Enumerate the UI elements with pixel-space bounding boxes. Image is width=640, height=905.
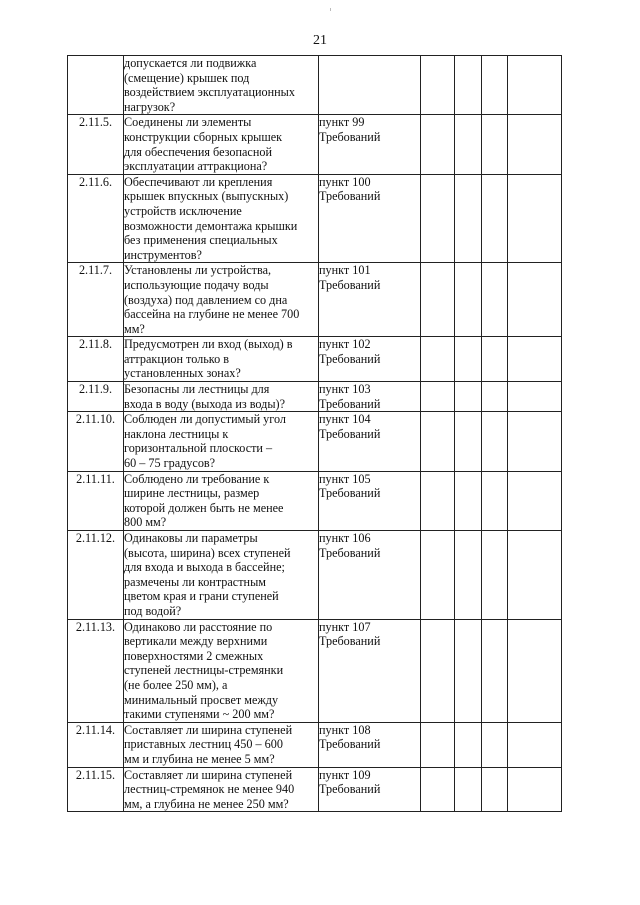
reference-line: Требований [319,277,381,292]
question-cell [124,767,319,812]
reference-line: Требований [319,129,381,144]
answer-cell [508,382,562,412]
requirement-reference [319,174,421,263]
answer-cell [455,337,482,382]
question-line: размечены ли контрастным [124,574,266,589]
checklist-body [68,56,562,812]
answer-cell [482,412,508,471]
answer-cell [421,337,455,382]
table-row [68,722,562,767]
answer-cell [482,382,508,412]
answer-cell [455,115,482,174]
answer-cell [482,115,508,174]
reference-line: пункт 101 [319,263,371,278]
question-line: Одинаковы ли параметры [124,531,258,545]
question-line: мм? [124,321,145,336]
question-line: Соблюдено ли требование к [124,471,270,486]
answer-cell [455,412,482,471]
question-cell [124,174,319,263]
question-line: для входа и выхода в бассейне; [124,560,285,575]
question-cell [124,337,319,382]
item-number: 2.11.5. [68,115,124,174]
item-number: 2.11.11. [68,471,124,530]
question-line: использующие подачу воды [124,277,269,292]
table-row [68,174,562,263]
answer-cell [482,263,508,337]
answer-cell [482,174,508,263]
question-line: (не более 250 мм), а [124,677,228,692]
answer-cell [508,337,562,382]
question-line: Составляет ли ширина ступеней [124,722,293,737]
answer-cell [508,263,562,337]
table-row [68,412,562,471]
requirement-reference [319,722,421,767]
checklist-table [67,55,562,812]
question-line: (высота, ширина) всех ступеней [124,545,291,560]
reference-line: Требований [319,634,381,649]
reference-line: Требований [319,486,381,501]
question-line: (смещение) крышек под [124,70,250,85]
answer-cell [455,56,482,115]
table-row [68,531,562,620]
question-line: Одинаково ли расстояние по [124,619,273,634]
table-row [68,263,562,337]
question-line: установленных зонах? [124,366,241,381]
question-cell [124,382,319,412]
question-line: воздействием эксплуатационных [124,85,295,100]
answer-cell [421,56,455,115]
question-cell [124,619,319,722]
item-number: 2.11.15. [68,767,124,812]
reference-line: пункт 107 [319,619,371,634]
answer-cell [508,174,562,263]
question-cell [124,115,319,174]
answer-cell [455,263,482,337]
answer-cell [455,722,482,767]
item-number [68,56,124,115]
requirement-reference [319,619,421,722]
reference-line: пункт 106 [319,531,371,545]
question-line: ширине лестницы, размер [124,486,260,501]
answer-cell [508,531,562,620]
question-line: аттракцион только в [124,351,229,366]
question-line: цветом края и грани ступеней [124,589,279,604]
reference-line: пункт 108 [319,722,371,737]
question-cell [124,531,319,620]
requirement-reference [319,382,421,412]
question-line: для обеспечения безопасной [124,144,272,159]
reference-line: пункт 109 [319,767,371,782]
item-number: 2.11.8. [68,337,124,382]
question-line: горизонтальной плоскости – [124,441,273,456]
item-number: 2.11.6. [68,174,124,263]
question-line: Установлены ли устройства, [124,263,272,278]
answer-cell [421,767,455,812]
answer-cell [508,115,562,174]
answer-cell [421,263,455,337]
item-number: 2.11.13. [68,619,124,722]
scan-mark [330,8,331,11]
question-line: которой должен быть не менее [124,500,284,515]
question-cell [124,471,319,530]
question-line: крышек впускных (выпускных) [124,189,289,204]
table-row [68,56,562,115]
question-line: Соблюден ли допустимый угол [124,412,286,427]
question-line: мм и глубина не менее 5 мм? [124,751,275,766]
answer-cell [421,619,455,722]
page-number: 21 [313,33,327,48]
requirement-reference [319,412,421,471]
answer-cell [455,531,482,620]
table-row [68,382,562,412]
reference-line: пункт 103 [319,382,371,397]
answer-cell [455,767,482,812]
question-line: лестниц-стремянок не менее 940 [124,782,295,797]
item-number: 2.11.10. [68,412,124,471]
table-row [68,471,562,530]
answer-cell [482,619,508,722]
answer-cell [482,56,508,115]
answer-cell [455,471,482,530]
question-line: поверхностями 2 смежных [124,648,264,663]
question-line: нагрузок? [124,99,176,114]
answer-cell [508,722,562,767]
question-cell [124,263,319,337]
question-line: такими ступенями ~ 200 мм? [124,707,275,722]
reference-line: Требований [319,737,381,752]
answer-cell [482,722,508,767]
question-line: Соединены ли элементы [124,115,252,130]
item-number: 2.11.7. [68,263,124,337]
question-cell [124,722,319,767]
question-line: Предусмотрен ли вход (выход) в [124,337,293,352]
answer-cell [508,767,562,812]
answer-cell [482,471,508,530]
reference-line: Требований [319,782,381,797]
question-line: Обеспечивают ли крепления [124,174,273,189]
question-line: инструментов? [124,247,202,262]
requirement-reference [319,471,421,530]
question-cell [124,56,319,115]
item-number: 2.11.9. [68,382,124,412]
reference-line: пункт 99 [319,115,365,130]
question-line: возможности демонтажа крышки [124,218,298,233]
question-line: ступеней лестницы-стремянки [124,663,284,678]
answer-cell [508,471,562,530]
reference-line: Требований [319,189,381,204]
requirement-reference [319,56,421,115]
question-line: входа в воду (выхода из воды)? [124,396,286,411]
requirement-reference [319,115,421,174]
requirement-reference [319,337,421,382]
reference-line: Требований [319,351,381,366]
item-number: 2.11.12. [68,531,124,620]
question-line: допускается ли подвижка [124,56,257,70]
table-row [68,767,562,812]
question-line: 800 мм? [124,515,167,530]
question-cell [124,412,319,471]
question-line: (воздуха) под давлением со дна [124,292,288,307]
question-line: приставных лестниц 450 – 600 [124,737,283,752]
answer-cell [421,174,455,263]
answer-cell [482,767,508,812]
answer-cell [421,722,455,767]
answer-cell [482,337,508,382]
reference-line: Требований [319,396,381,411]
requirement-reference [319,767,421,812]
reference-line: пункт 102 [319,337,371,352]
question-line: без применения специальных [124,233,278,248]
reference-line: Требований [319,426,381,441]
answer-cell [508,412,562,471]
answer-cell [455,382,482,412]
answer-cell [421,471,455,530]
question-line: устройств исключение [124,203,242,218]
reference-line: пункт 100 [319,174,371,189]
question-line: эксплуатации аттракциона? [124,159,268,174]
answer-cell [421,115,455,174]
question-line: наклона лестницы к [124,426,229,441]
question-line: вертикали между верхними [124,634,268,649]
question-line: 60 – 75 градусов? [124,456,216,471]
requirement-reference [319,531,421,620]
answer-cell [455,174,482,263]
answer-cell [508,619,562,722]
answer-cell [421,382,455,412]
answer-cell [421,412,455,471]
reference-line: пункт 105 [319,471,371,486]
table-row [68,619,562,722]
question-line: минимальный просвет между [124,692,279,707]
table-row [68,337,562,382]
question-line: бассейна на глубине не менее 700 [124,307,300,322]
question-line: Безопасны ли лестницы для [124,382,270,397]
answer-cell [455,619,482,722]
question-line: конструкции сборных крышек [124,129,283,144]
answer-cell [421,531,455,620]
item-number: 2.11.14. [68,722,124,767]
question-line: мм, а глубина не менее 250 мм? [124,796,289,811]
reference-line: Требований [319,545,381,560]
answer-cell [508,56,562,115]
reference-line: пункт 104 [319,412,371,427]
answer-cell [482,531,508,620]
question-line: под водой? [124,603,182,618]
table-row [68,115,562,174]
question-line: Составляет ли ширина ступеней [124,767,293,782]
requirement-reference [319,263,421,337]
